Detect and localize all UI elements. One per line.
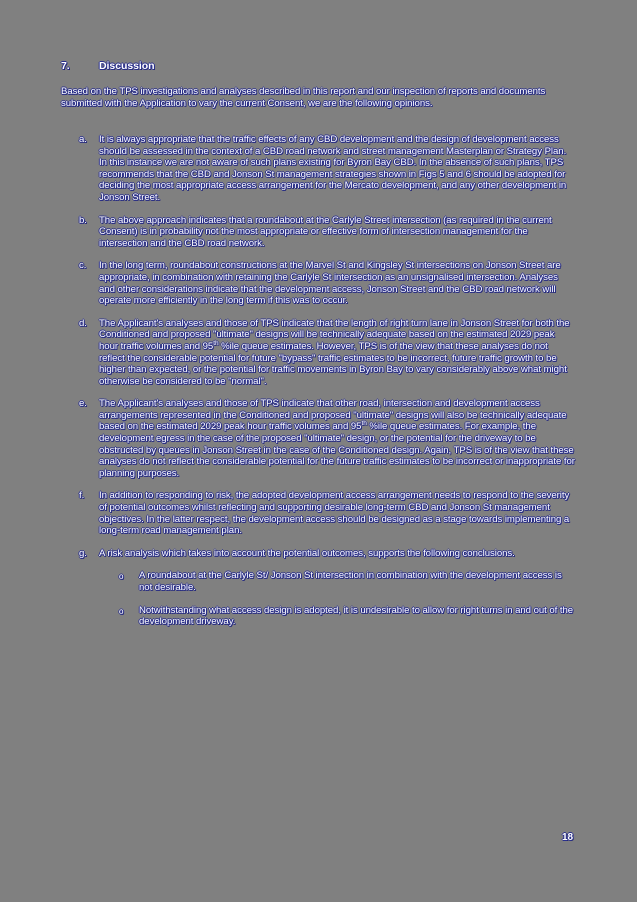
- item-text: It is always appropriate that the traffic effects of any CBD development and the design of development access should be assessed in the context of a CBD road network and street management Masterplan or Strategy Plan. In this instance we are not aware of such plans existing for Byron Bay CBD. In the absence of such plans, TPS recommends that the CBD and Jonson St management strategies shown in Figs 5 and 6 should be adopted for deciding the most appropriate access arrangement for the Mercato development, and any other development in Jonson Street.: [99, 134, 567, 203]
- item-text: In the long term, roundabout constructions at the Marvel St and Kingsley St intersections on Jonson Street are appropriate, in combination with retaining the Carlyle St intersection as an unsignalised intersection. Analyses and other considerations indicate that the development access, Jonson Street and the CBD road network will operate more efficiently in the long term if this was to occur.: [99, 260, 561, 307]
- item-letter: e.: [79, 398, 87, 410]
- ordinal-superscript: th: [213, 339, 219, 347]
- item-letter: a.: [79, 134, 87, 145]
- list-item-b: [79, 215, 575, 250]
- item-text: The above approach indicates that a roundabout at the Carlyle Street intersection (as required in the current Consent) is in probability not the most appropriate or effective form of intersection management for the intersection and the CBD road network.: [99, 214, 552, 249]
- item-letter: d.: [79, 317, 87, 329]
- section-title: Discussion: [99, 60, 155, 72]
- item-text: [99, 318, 575, 388]
- item-text-part: %ile queue estimates. For example, the development egress in the case of the proposed "ultimate" design, or the potential for the driveway to be obstructed by queues in Jonson Street in the case of the Conditioned design. Again, TPS is of the view that these analyses do not reflect the considerable potential for the future traffic estimates to be incorrect or inappropriate for planning purposes.: [99, 421, 575, 479]
- ordinal-superscript: th: [361, 420, 367, 428]
- item-letter: f.: [79, 490, 85, 502]
- item-text-part: The Applicant's analyses and those of TPS indicate that the length of right turn lane in Jonson Street for both the Conditioned and proposed "ultimate" designs will be technically adequate based on the estimated 2029 peak hour traffic volumes and 95: [99, 317, 570, 352]
- list-item-d: [79, 318, 575, 388]
- item-letter: b.: [79, 214, 87, 226]
- item-letter: g.: [79, 547, 87, 559]
- intro-paragraph: Based on the TPS investigations and analyses described in this report and our inspection of reports and documents submitted with the Application to vary the current Consent, we are the following opinions.: [61, 86, 546, 109]
- item-body: [99, 548, 575, 639]
- item-text: [99, 398, 575, 479]
- page-number: 18: [562, 832, 574, 843]
- hollow-bullet-icon: o: [119, 572, 124, 582]
- list-item-e: [79, 398, 575, 479]
- item-text-part: %ile queue estimates. However, TPS is of the view that these analyses do not reflect the considerable potential for future "bypass" traffic estimates to be incorrect, future traffic growth to be higher than expected, or the potential for traffic movements in Byron Bay to vary considerably above what might otherwise be considered to be "normal".: [99, 340, 567, 387]
- sublist-item: [119, 605, 575, 628]
- sublist-item-text: A roundabout at the Carlyle St/ Jonson St intersection in combination with the development access is not desirable.: [139, 570, 562, 593]
- discussion-list: [79, 134, 575, 650]
- list-item-g: [79, 548, 575, 639]
- hollow-bullet-icon: o: [119, 606, 124, 616]
- list-item-c: [79, 260, 575, 306]
- item-text: A risk analysis which takes into account the potential outcomes, supports the following conclusions.: [99, 547, 515, 559]
- list-item-f: [79, 490, 575, 536]
- item-letter: c.: [79, 260, 87, 272]
- list-item-a: [79, 134, 575, 204]
- conclusions-sublist: [119, 570, 575, 627]
- item-text-part: The Applicant's analyses and those of TPS indicate that other road, intersection and development access arrangements represented in the Conditioned and proposed "ultimate" designs will also be technically adequate based on the estimated 2029 peak hour traffic volumes and 95: [99, 398, 567, 433]
- section-number: 7.: [61, 60, 70, 72]
- item-text: In addition to responding to risk, the adopted development access arrangement needs to respond to the severity of potential outcomes whilst reflecting and supporting desirable long-term CBD and Jonson St management objectives. In the latter respect, the development access should be designed as a stage towards implementing a long-term road management plan.: [99, 490, 570, 537]
- section-heading: [61, 61, 155, 73]
- sublist-item-text: Notwithstanding what access design is adopted, it is undesirable to allow for right turns in and out of the development driveway.: [139, 604, 574, 628]
- sublist-item: [119, 570, 575, 593]
